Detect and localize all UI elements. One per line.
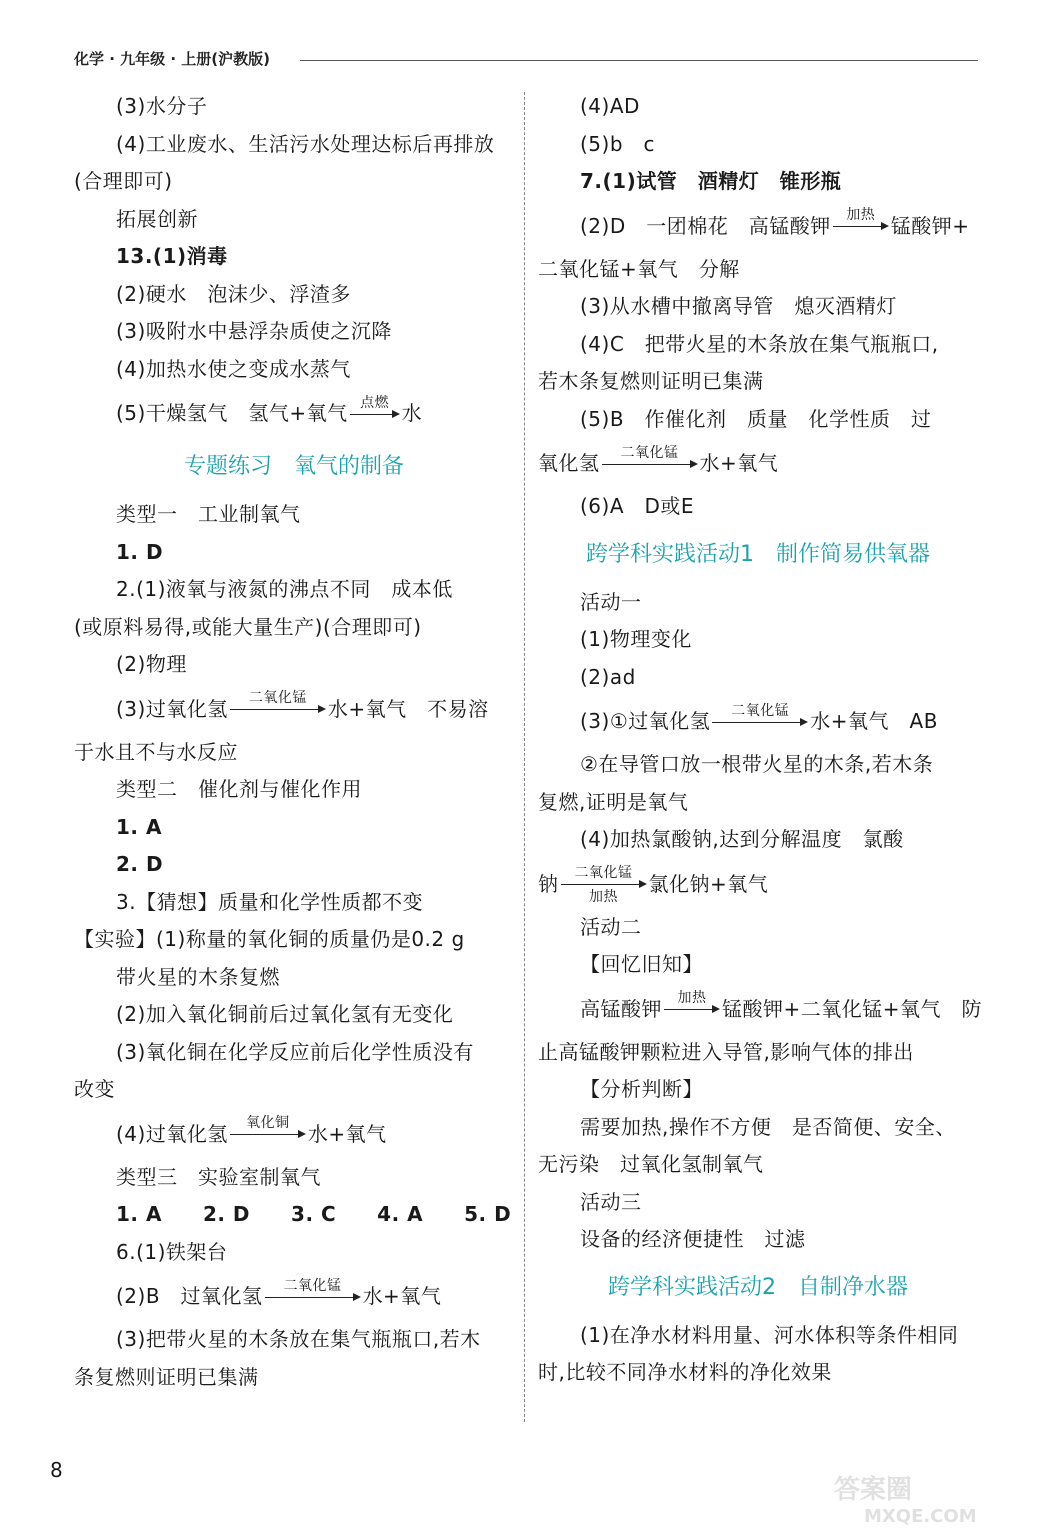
equation-text: (4)过氧化氢 [116, 1121, 228, 1146]
reaction-arrow [265, 1279, 361, 1317]
reaction-condition: 加热 [677, 990, 707, 1006]
equation-line [74, 684, 514, 734]
equation-text: 水+氧气 [307, 1121, 387, 1146]
text-line: (4)C 把带火星的木条放在集气瓶瓶口, [580, 331, 939, 356]
text-line: (4)加热氯酸钠,达到分解温度 氯酸 [580, 827, 904, 851]
equation-line [538, 984, 983, 1034]
text-line: (3)水分子 [116, 94, 208, 118]
reaction-condition: 加热 [589, 889, 618, 905]
text-line: 带火星的木条复燃 [116, 964, 280, 989]
text-line: 【回忆旧知】 [580, 952, 703, 976]
reaction-condition: 氧化铜 [246, 1115, 290, 1131]
text-line: 活动三 [580, 1189, 642, 1214]
text-line: 13.(1)消毒 [116, 244, 228, 268]
text-line: (2)硬水 泡沫少、浮渣多 [116, 281, 351, 306]
svg-text:答案圈: 答案圈 [834, 1475, 913, 1505]
text-line: 无污染 过氧化氢制氧气 [538, 1152, 764, 1176]
text-line: 类型三 实验室制氧气 [116, 1164, 321, 1189]
equation-text: 钠 [538, 871, 559, 896]
equation-text: 水+氧气 [699, 451, 779, 475]
page-number: 8 [50, 1458, 63, 1482]
text-line: 6.(1)铁架台 [116, 1239, 228, 1264]
text-line: (3)从水槽中撤离导管 熄灭酒精灯 [580, 294, 897, 318]
text-line: (4)AD [580, 94, 640, 118]
text-line: (4)工业废水、生活污水处理达标后再排放 [116, 131, 495, 156]
text-line: (合理即可) [74, 169, 173, 193]
reaction-condition: 加热 [846, 207, 876, 223]
reaction-arrow [350, 396, 400, 434]
text-line: (4)加热水使之变成水蒸气 [116, 356, 351, 381]
equation-line [74, 1109, 514, 1159]
watermark-logo [824, 1468, 1024, 1528]
text-line: (2)物理 [116, 652, 187, 676]
equation-text: (5)干燥氢气 氢气+氧气 [116, 401, 348, 425]
section-heading: 跨学科实践活动2 自制净水器 [608, 1274, 908, 1300]
text-line: (2)加入氧化铜前后过氧化氢有无变化 [116, 1002, 454, 1026]
reaction-arrow [230, 1116, 306, 1154]
equation-text: 氯化钠+氧气 [648, 871, 769, 896]
equation-text: 水+氧气 [362, 1284, 442, 1308]
equation-text: (2)D 一团棉花 高锰酸钾 [580, 213, 831, 238]
text-line: 复燃,证明是氧气 [538, 789, 689, 814]
header-rule [300, 60, 978, 61]
text-line: 7.(1)试管 酒精灯 锥形瓶 [580, 169, 842, 193]
reaction-condition: 二氧化锰 [620, 444, 679, 461]
reaction-arrow [230, 691, 326, 729]
text-line: 2.(1)液氧与液氮的沸点不同 成本低 [116, 577, 453, 601]
equation-line [538, 696, 978, 746]
text-line: (5)b c [580, 131, 656, 156]
text-line: 类型一 工业制氧气 [116, 502, 301, 526]
left-column [74, 88, 514, 1396]
text-line: 于水且不与水反应 [74, 739, 238, 764]
text-line: 【实验】(1)称量的氧化铜的质量仍是0.2 g [74, 927, 465, 951]
right-column [538, 88, 983, 1392]
reaction-arrow [602, 446, 698, 484]
reaction-condition: 二氧化锰 [283, 1277, 342, 1294]
text-line: (1)物理变化 [580, 627, 692, 651]
text-line: ②在导管口放一根带火星的木条,若木条 [580, 752, 934, 776]
equation-line [538, 438, 978, 488]
text-line: 若木条复燃则证明已集满 [538, 369, 764, 393]
text-line: 二氧化锰+氧气 分解 [538, 256, 740, 281]
section-heading: 跨学科实践活动1 制作简易供氧器 [586, 541, 930, 567]
text-line: 时,比较不同净水材料的净化效果 [538, 1360, 832, 1384]
text-line: (6)A D或E [580, 494, 695, 518]
equation-text: (3)过氧化氢 [116, 696, 228, 721]
reaction-arrow [664, 991, 720, 1029]
equation-line [74, 388, 514, 438]
equation-text: 氧化氢 [538, 451, 600, 475]
text-line: 活动二 [580, 914, 642, 939]
reaction-arrow [561, 866, 647, 904]
reaction-arrow [712, 704, 808, 742]
text-line: 改变 [74, 1077, 115, 1101]
text-line: 3.【猜想】质量和化学性质都不变 [116, 889, 424, 914]
equation-text: 水+氧气 AB [810, 709, 938, 733]
text-line: (1)在净水材料用量、河水体积等条件相同 [580, 1322, 959, 1347]
equation-line [74, 1271, 514, 1321]
reaction-condition: 二氧化锰 [731, 702, 790, 719]
reaction-condition: 二氧化锰 [248, 690, 307, 706]
equation-line [538, 859, 978, 909]
equation-line [538, 201, 978, 251]
text-line: 条复燃则证明已集满 [74, 1364, 259, 1389]
text-line: 需要加热,操作不方便 是否简便、安全、 [580, 1114, 956, 1139]
text-line: 1. D [116, 539, 164, 564]
equation-text: (2)B 过氧化氢 [116, 1284, 263, 1308]
text-line: 1. A 2. D 3. C 4. A 5. D [116, 1202, 512, 1226]
reaction-condition: 点燃 [360, 394, 390, 411]
text-line: 止高锰酸钾颗粒进入导管,影响气体的排出 [538, 1039, 914, 1064]
reaction-condition: 二氧化锰 [574, 865, 633, 881]
equation-text: 水 [401, 401, 423, 425]
equation-text: 锰酸钾+二氧化锰+氧气 防 [722, 996, 983, 1021]
text-line: 1. A [116, 814, 162, 839]
text-line: (2)ad [580, 664, 636, 689]
column-divider [524, 92, 525, 1422]
text-line: 【分析判断】 [580, 1077, 703, 1101]
text-line: 2. D [116, 852, 164, 876]
text-line: 活动一 [580, 589, 642, 614]
text-line: (5)B 作催化剂 质量 化学性质 过 [580, 406, 932, 431]
text-line: 拓展创新 [116, 206, 198, 231]
text-line: 类型二 催化剂与催化作用 [116, 777, 362, 801]
equation-text: 锰酸钾+ [890, 213, 970, 238]
reaction-arrow [833, 208, 889, 246]
equation-text: 水+氧气 不易溶 [327, 696, 489, 721]
text-line: (3)把带火星的木条放在集气瓶瓶口,若木 [116, 1327, 481, 1351]
equation-text: 高锰酸钾 [580, 996, 662, 1021]
section-heading: 专题练习 氧气的制备 [183, 454, 404, 479]
page-header: 化学 · 九年级 · 上册(沪教版) [74, 50, 270, 68]
text-line: (或原料易得,或能大量生产)(合理即可) [74, 614, 422, 639]
text-line: 设备的经济便捷性 过滤 [580, 1227, 806, 1251]
equation-text: (3)①过氧化氢 [580, 709, 711, 733]
svg-text:MXQE.COM: MXQE.COM [864, 1506, 977, 1527]
text-line: (3)吸附水中悬浮杂质使之沉降 [116, 319, 392, 343]
text-line: (3)氧化铜在化学反应前后化学性质没有 [116, 1039, 474, 1064]
